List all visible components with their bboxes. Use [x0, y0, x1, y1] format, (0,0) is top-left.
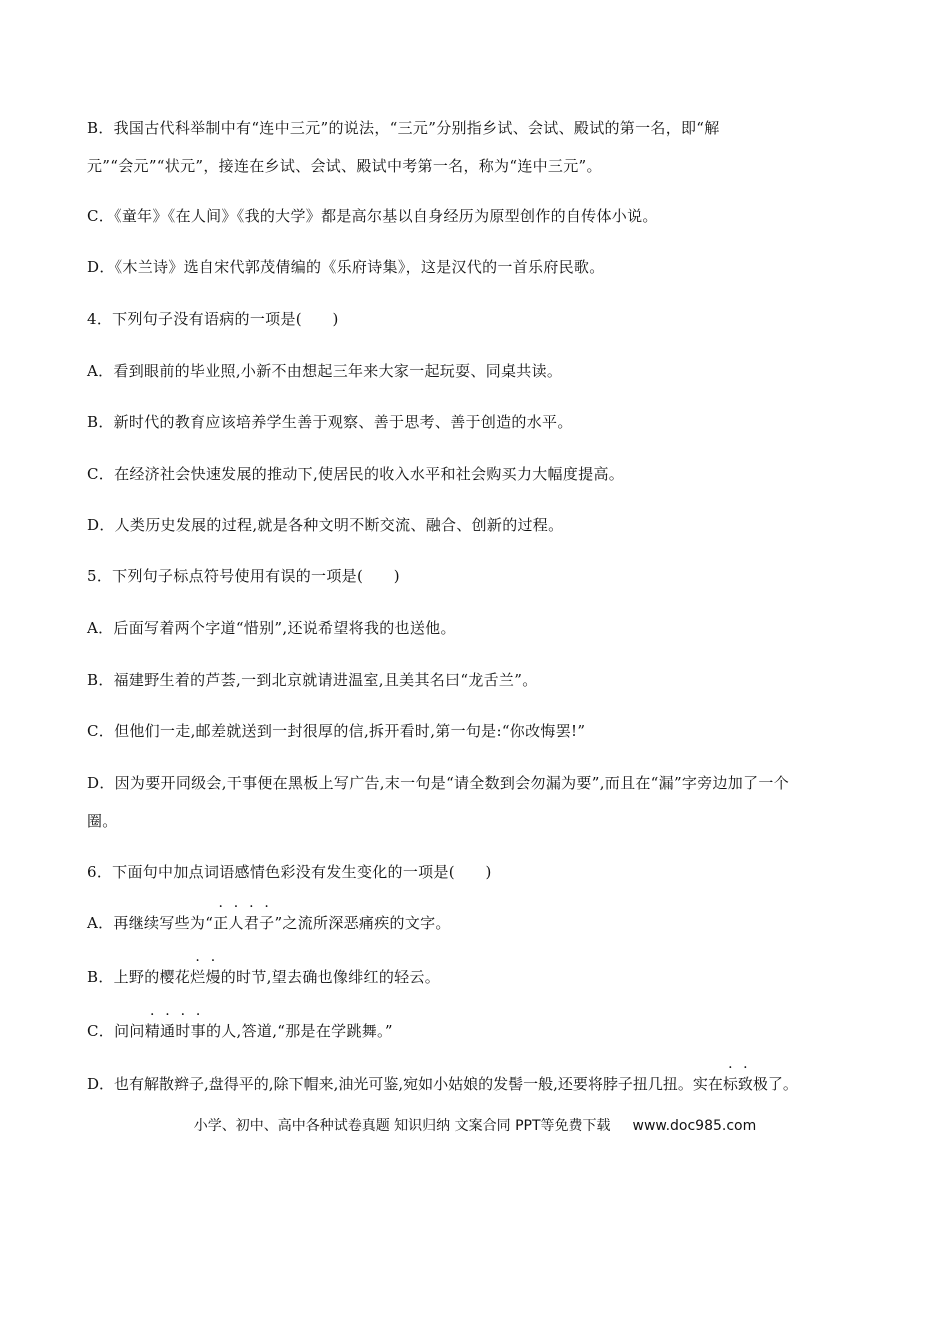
dotted-char: 熳 [205, 968, 221, 986]
q6-d-prefix: D．也有解散辫子,盘得平的,除下帽来,油光可鉴,宛如小姑娘的发髻一般,还要将脖子扭几扭。实在 [87, 1075, 723, 1093]
q6-option-d [87, 1073, 798, 1095]
footer-text: 小学、初中、高中各种试卷真题 知识归纳 文案合同 PPT等免费下载 [193, 1118, 611, 1134]
dotted-char: 时 [175, 1022, 191, 1040]
q3-option-c: C．《童年》《在人间》《我的大学》都是高尔基以自身经历为原型创作的自传体小说。 [87, 207, 658, 225]
dotted-char: 事 [190, 1022, 206, 1040]
q3-option-b-line1: B．我国古代科举制中有“连中三元”的说法，“三元”分别指乡试、会试、殿试的第一名，即“解 [87, 119, 720, 137]
q3-option-b-line2: 元”“会元”“状元”，接连在乡试、会试、殿试中考第一名，称为“连中三元”。 [87, 157, 602, 175]
q4-option-a: A．看到眼前的毕业照,小新不由想起三年来大家一起玩耍、同桌共读。 [87, 362, 563, 380]
dotted-char: 正 [213, 914, 229, 932]
q4-stem: 4．下列句子没有语病的一项是( ) [87, 310, 339, 328]
q6-b-suffix: 的时节,望去确也像绯红的轻云。 [220, 968, 441, 986]
page-footer [0, 1115, 950, 1137]
dotted-char: 精 [144, 1022, 160, 1040]
q5-option-d-line1: D．因为要开同级会,干事便在黑板上写广告,末一句是“请全数到会勿漏为要”,而且在“漏”字旁边加了一个 [87, 774, 790, 792]
dotted-char: 通 [160, 1022, 176, 1040]
q6-stem: 6．下面句中加点词语感情色彩没有发生变化的一项是( ) [87, 863, 492, 881]
q6-option-b [87, 966, 440, 988]
dotted-char: 烂 [190, 968, 206, 986]
q6-c-suffix: 的人,答道,“那是在学跳舞。” [205, 1022, 393, 1040]
q5-stem: 5．下列句子标点符号使用有误的一项是( ) [87, 567, 400, 585]
q4-option-d: D．人类历史发展的过程,就是各种文明不断交流、融合、创新的过程。 [87, 516, 564, 534]
q5-option-d-line2: 圈。 [87, 812, 118, 830]
dotted-char: 致 [737, 1075, 753, 1093]
q6-b-prefix: B．上野的樱花 [87, 968, 191, 986]
q3-option-d: D．《木兰诗》选自宋代郭茂倩编的《乐府诗集》，这是汉代的一首乐府民歌。 [87, 258, 605, 276]
q6-a-prefix: A．再继续写些为“ [87, 914, 214, 932]
q4-option-b: B．新时代的教育应该培养学生善于观察、善于思考、善于创造的水平。 [87, 413, 573, 431]
q6-option-a [87, 912, 451, 934]
q5-option-a: A．后面写着两个字道“惜别”,还说希望将我的也送他。 [87, 619, 456, 637]
q6-d-suffix: 极了。 [752, 1075, 798, 1093]
q5-option-c: C．但他们一走,邮差就送到一封很厚的信,拆开看时,第一句是:“你改悔罢!” [87, 722, 586, 740]
footer-url[interactable]: www.doc985.com [632, 1118, 757, 1134]
q6-option-c [87, 1020, 393, 1042]
q6-a-suffix: ”之流所深恶痛疾的文字。 [274, 914, 451, 932]
dotted-char: 子 [259, 914, 275, 932]
q6-c-prefix: C．问问 [87, 1022, 145, 1040]
q5-option-b: B．福建野生着的芦荟,一到北京就请进温室,且美其名曰“龙舌兰”。 [87, 671, 538, 689]
dotted-char: 君 [243, 914, 260, 932]
dotted-char: 标 [722, 1075, 738, 1093]
q4-option-c: C．在经济社会快速发展的推动下,使居民的收入水平和社会购买力大幅度提高。 [87, 465, 625, 483]
dotted-char: 人 [228, 914, 244, 932]
